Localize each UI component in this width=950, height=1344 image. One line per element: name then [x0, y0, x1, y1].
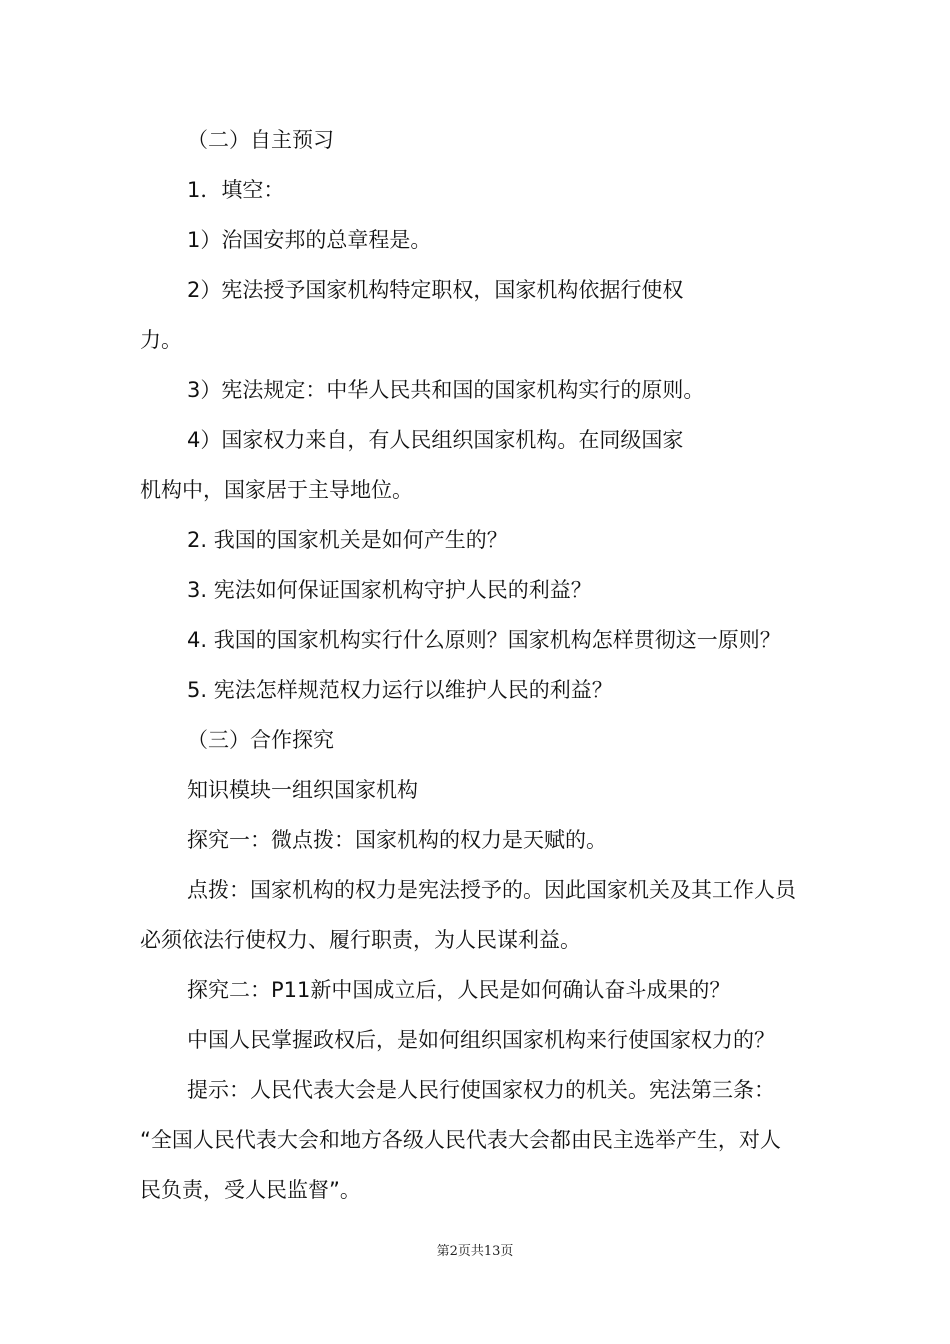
question-4: 4. 我国的国家机构实行什么原则？国家机构怎样贯彻这一原则？ — [187, 628, 781, 652]
tip: 提示：人民代表大会是人民行使国家权力的机关。宪法第三条： — [187, 1078, 775, 1102]
fill-item-3: 3）宪法规定：中华人民共和国的国家机构实行的原则。 — [187, 378, 705, 402]
fill-item-2: 2）宪法授予国家机构特定职权，国家机构依据行使权 — [187, 278, 684, 302]
fill-item-4-cont: 机构中，国家居于主导地位。 — [140, 478, 413, 502]
question-2: 2. 我国的国家机关是如何产生的？ — [187, 528, 508, 552]
hint-1: 点拨：国家机构的权力是宪法授予的。因此国家机关及其工作人员 — [187, 878, 796, 902]
explore-1: 探究一：微点拨：国家机构的权力是天赋的。 — [187, 828, 607, 852]
page-footer: 第2页共13页 — [436, 1244, 514, 1259]
question-5: 5. 宪法怎样规范权力运行以维护人民的利益？ — [187, 678, 613, 702]
fill-item-1: 1）治国安邦的总章程是。 — [187, 228, 432, 252]
fill-in-heading: 1．填空： — [187, 178, 285, 202]
section-heading-preview: （二）自主预习 — [187, 128, 334, 152]
constitution-quote: “全国人民代表大会和地方各级人民代表大会都由民主选举产生，对人 — [140, 1128, 781, 1152]
constitution-quote-cont: 民负责，受人民监督”。 — [140, 1178, 361, 1202]
explore-2-question: 中国人民掌握政权后，是如何组织国家机构来行使国家权力的？ — [187, 1028, 775, 1052]
question-3: 3. 宪法如何保证国家机构守护人民的利益？ — [187, 578, 592, 602]
section-heading-explore: （三）合作探究 — [187, 728, 334, 752]
explore-2: 探究二：P11新中国成立后，人民是如何确认奋斗成果的？ — [187, 978, 731, 1002]
module-title: 知识模块一组织国家机构 — [187, 778, 418, 802]
fill-item-4: 4）国家权力来自，有人民组织国家机构。在同级国家 — [187, 428, 684, 452]
fill-item-2-cont: 力。 — [140, 328, 182, 352]
hint-1-cont: 必须依法行使权力、履行职责，为人民谋利益。 — [140, 928, 581, 952]
